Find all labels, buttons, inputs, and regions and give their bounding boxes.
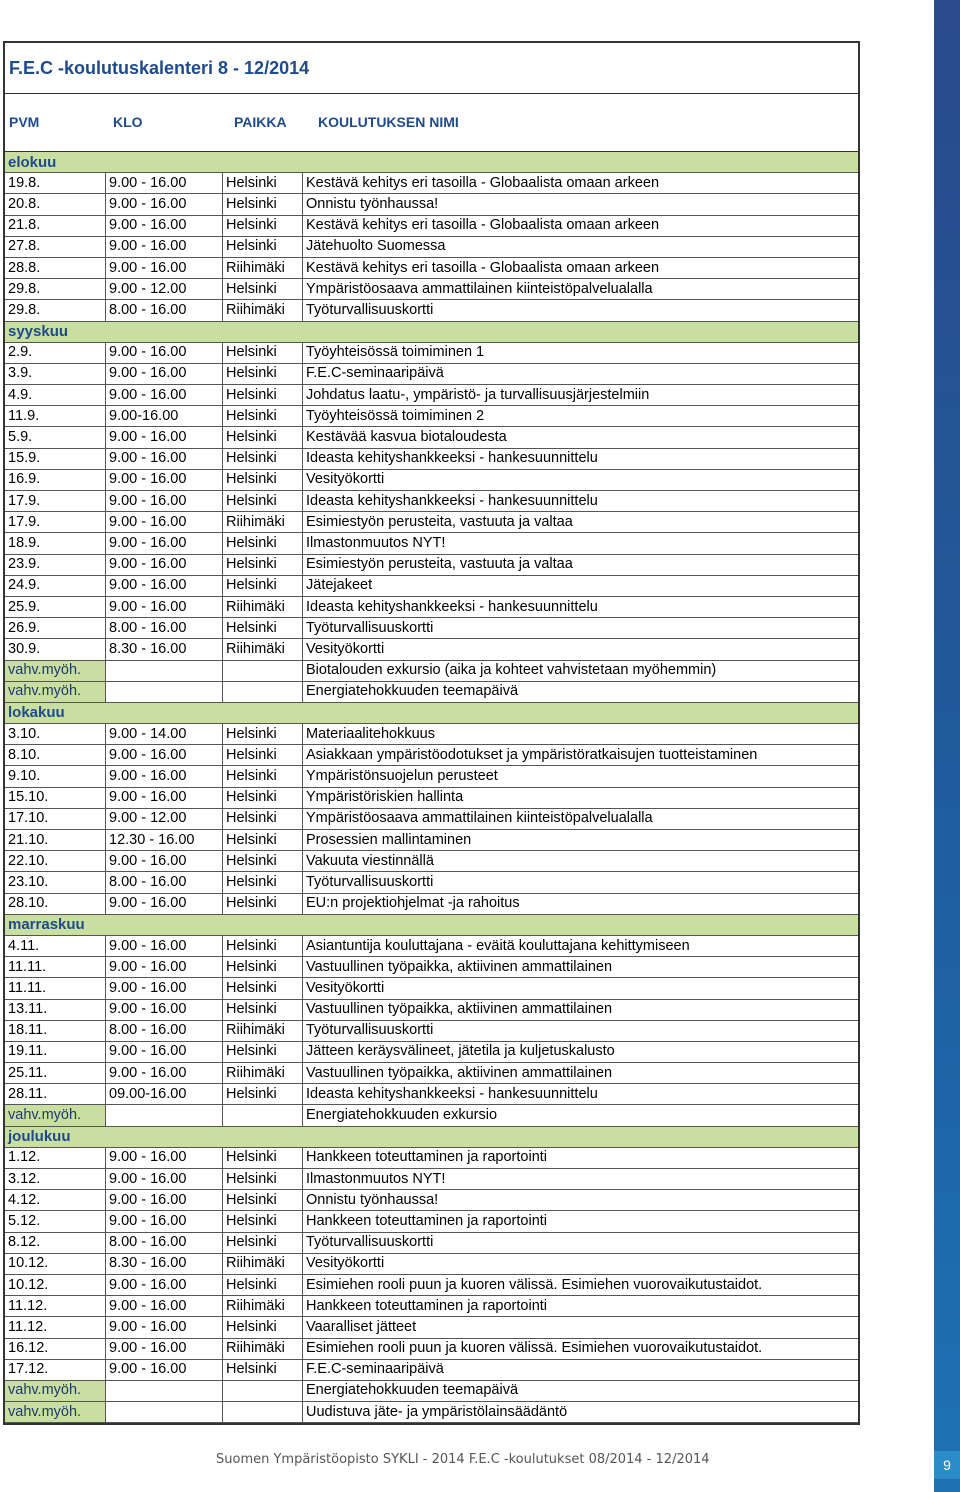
location-cell: Helsinki <box>223 194 303 215</box>
table-row <box>5 1380 858 1401</box>
date-cell: 17.9. <box>5 491 106 512</box>
date-cell: 5.12. <box>5 1211 106 1232</box>
date-cell: 15.10. <box>5 787 106 808</box>
date-cell: 21.8. <box>5 215 106 236</box>
time-cell: 9.00 - 16.00 <box>106 363 223 384</box>
table-row <box>5 1190 858 1211</box>
location-cell: Helsinki <box>223 448 303 469</box>
date-cell: 28.10. <box>5 893 106 914</box>
table-row <box>5 533 858 554</box>
time-cell: 9.00 - 16.00 <box>106 957 223 978</box>
table-row <box>5 236 858 257</box>
time-cell <box>106 660 223 681</box>
time-cell <box>106 681 223 702</box>
time-cell: 9.00 - 16.00 <box>106 787 223 808</box>
time-cell: 8.30 - 16.00 <box>106 639 223 660</box>
course-name-cell: Asiantuntija kouluttajana - eväitä kouluttajana kehittymiseen <box>303 935 859 956</box>
time-cell: 9.00 - 16.00 <box>106 1063 223 1084</box>
table-row <box>5 1211 858 1232</box>
course-name-cell: Esimiestyön perusteita, vastuuta ja valtaa <box>303 554 859 575</box>
time-cell: 9.00 - 16.00 <box>106 1169 223 1190</box>
date-cell: vahv.myöh. <box>5 681 106 702</box>
time-cell: 09.00-16.00 <box>106 1084 223 1105</box>
location-cell: Helsinki <box>223 851 303 872</box>
time-cell: 9.00 - 16.00 <box>106 448 223 469</box>
location-cell: Helsinki <box>223 957 303 978</box>
course-name-cell: Materiaalitehokkuus <box>303 724 859 745</box>
time-cell: 9.00 - 16.00 <box>106 745 223 766</box>
location-cell: Helsinki <box>223 1274 303 1295</box>
location-cell: Helsinki <box>223 1359 303 1380</box>
location-cell <box>223 660 303 681</box>
table-row <box>5 618 858 639</box>
date-cell: 11.9. <box>5 406 106 427</box>
location-cell: Helsinki <box>223 363 303 384</box>
month-row <box>5 1126 858 1147</box>
table-row <box>5 1041 858 1062</box>
time-cell: 12.30 - 16.00 <box>106 830 223 851</box>
table-row <box>5 872 858 893</box>
course-name-cell: F.E.C-seminaaripäivä <box>303 363 859 384</box>
time-cell: 9.00-16.00 <box>106 406 223 427</box>
time-cell: 9.00 - 16.00 <box>106 469 223 490</box>
table-row <box>5 1402 858 1423</box>
location-cell: Helsinki <box>223 575 303 596</box>
course-name-cell: Esimiestyön perusteita, vastuuta ja valtaa <box>303 512 859 533</box>
table-row <box>5 766 858 787</box>
table-row <box>5 596 858 617</box>
table-row <box>5 173 858 194</box>
date-cell: 16.12. <box>5 1338 106 1359</box>
side-color-bar <box>934 0 960 1492</box>
time-cell: 9.00 - 12.00 <box>106 279 223 300</box>
time-cell: 9.00 - 16.00 <box>106 512 223 533</box>
table-row <box>5 745 858 766</box>
location-cell: Helsinki <box>223 724 303 745</box>
table-row <box>5 851 858 872</box>
time-cell: 9.00 - 16.00 <box>106 1190 223 1211</box>
table-row <box>5 1169 858 1190</box>
course-name-cell: Ideasta kehityshankkeeksi - hankesuunnittelu <box>303 596 859 617</box>
course-name-cell: Vesityökortti <box>303 978 859 999</box>
date-cell: 3.10. <box>5 724 106 745</box>
course-name-cell: Asiakkaan ympäristöodotukset ja ympäristöratkaisujen tuotteistaminen <box>303 745 859 766</box>
date-cell: 10.12. <box>5 1274 106 1295</box>
date-cell: 13.11. <box>5 999 106 1020</box>
date-cell: 9.10. <box>5 766 106 787</box>
page-number: 9 <box>934 1451 960 1479</box>
date-cell: 25.9. <box>5 596 106 617</box>
location-cell: Helsinki <box>223 469 303 490</box>
table-row <box>5 448 858 469</box>
date-cell: 3.9. <box>5 363 106 384</box>
location-cell: Helsinki <box>223 787 303 808</box>
date-cell: 10.12. <box>5 1253 106 1274</box>
location-cell: Helsinki <box>223 978 303 999</box>
table-row <box>5 1338 858 1359</box>
course-name-cell: Jätejakeet <box>303 575 859 596</box>
date-cell: 21.10. <box>5 830 106 851</box>
table-row <box>5 1296 858 1317</box>
date-cell: 8.10. <box>5 745 106 766</box>
course-name-cell: Hankkeen toteuttaminen ja raportointi <box>303 1147 859 1168</box>
date-cell: vahv.myöh. <box>5 1105 106 1126</box>
course-name-cell: EU:n projektiohjelmat -ja rahoitus <box>303 893 859 914</box>
time-cell: 8.00 - 16.00 <box>106 618 223 639</box>
month-row <box>5 702 858 723</box>
location-cell: Helsinki <box>223 406 303 427</box>
table-row <box>5 660 858 681</box>
location-cell: Riihimäki <box>223 1253 303 1274</box>
table-row <box>5 1105 858 1126</box>
table-row <box>5 1253 858 1274</box>
location-cell: Helsinki <box>223 1232 303 1253</box>
table-row <box>5 935 858 956</box>
time-cell: 9.00 - 16.00 <box>106 851 223 872</box>
date-cell: 17.9. <box>5 512 106 533</box>
course-name-cell: Työyhteisössä toimiminen 2 <box>303 406 859 427</box>
header-date: PVM <box>9 114 40 130</box>
month-label: marraskuu <box>5 914 858 935</box>
time-cell <box>106 1105 223 1126</box>
course-name-cell: Työturvallisuuskortti <box>303 300 859 321</box>
time-cell: 9.00 - 16.00 <box>106 1041 223 1062</box>
date-cell: 1.12. <box>5 1147 106 1168</box>
time-cell: 9.00 - 16.00 <box>106 893 223 914</box>
course-name-cell: Hankkeen toteuttaminen ja raportointi <box>303 1211 859 1232</box>
table-row <box>5 491 858 512</box>
page-footer: Suomen Ympäristöopisto SYKLI - 2014 F.E.C -koulutukset 08/2014 - 12/2014 <box>216 1452 710 1467</box>
course-name-cell: Ideasta kehityshankkeeksi - hankesuunnittelu <box>303 1084 859 1105</box>
course-name-cell: Esimiehen rooli puun ja kuoren välissä. Esimiehen vuorovaikutustaidot. <box>303 1338 859 1359</box>
table-row <box>5 257 858 278</box>
date-cell: vahv.myöh. <box>5 1402 106 1423</box>
date-cell: 17.12. <box>5 1359 106 1380</box>
course-name-cell: Esimiehen rooli puun ja kuoren välissä. Esimiehen vuorovaikutustaidot. <box>303 1274 859 1295</box>
course-name-cell: Työturvallisuuskortti <box>303 618 859 639</box>
course-name-cell: Ideasta kehityshankkeeksi - hankesuunnittelu <box>303 491 859 512</box>
time-cell: 9.00 - 16.00 <box>106 554 223 575</box>
location-cell: Helsinki <box>223 1169 303 1190</box>
date-cell: 11.12. <box>5 1296 106 1317</box>
date-cell: 26.9. <box>5 618 106 639</box>
table-row <box>5 194 858 215</box>
course-name-cell: Vaaralliset jätteet <box>303 1317 859 1338</box>
time-cell: 8.30 - 16.00 <box>106 1253 223 1274</box>
month-label: lokakuu <box>5 702 858 723</box>
date-cell: 11.11. <box>5 978 106 999</box>
table-row <box>5 787 858 808</box>
time-cell: 9.00 - 12.00 <box>106 808 223 829</box>
time-cell: 9.00 - 16.00 <box>106 575 223 596</box>
course-name-cell: Työturvallisuuskortti <box>303 872 859 893</box>
location-cell: Riihimäki <box>223 257 303 278</box>
course-name-cell: Kestävä kehitys eri tasoilla - Globaalista omaan arkeen <box>303 215 859 236</box>
date-cell: 20.8. <box>5 194 106 215</box>
time-cell: 9.00 - 16.00 <box>106 596 223 617</box>
course-name-cell: Ilmastonmuutos NYT! <box>303 533 859 554</box>
time-cell: 8.00 - 16.00 <box>106 872 223 893</box>
date-cell: 23.9. <box>5 554 106 575</box>
course-name-cell: Työyhteisössä toimiminen 1 <box>303 342 859 363</box>
table-row <box>5 512 858 533</box>
table-row <box>5 639 858 660</box>
table-row <box>5 385 858 406</box>
location-cell: Riihimäki <box>223 1296 303 1317</box>
location-cell: Helsinki <box>223 427 303 448</box>
time-cell: 9.00 - 16.00 <box>106 173 223 194</box>
table-row <box>5 363 858 384</box>
location-cell: Helsinki <box>223 342 303 363</box>
table-row <box>5 978 858 999</box>
table-row <box>5 808 858 829</box>
table-row <box>5 893 858 914</box>
date-cell: 15.9. <box>5 448 106 469</box>
course-name-cell: Kestävä kehitys eri tasoilla - Globaalista omaan arkeen <box>303 257 859 278</box>
location-cell: Riihimäki <box>223 1338 303 1359</box>
location-cell: Riihimäki <box>223 300 303 321</box>
header-location: PAIKKA <box>234 114 287 130</box>
date-cell: 2.9. <box>5 342 106 363</box>
header-course-name: KOULUTUKSEN NIMI <box>318 114 459 130</box>
course-name-cell: Vakuuta viestinnällä <box>303 851 859 872</box>
date-cell: 4.11. <box>5 935 106 956</box>
location-cell: Helsinki <box>223 215 303 236</box>
location-cell: Helsinki <box>223 935 303 956</box>
table-row <box>5 830 858 851</box>
date-cell: 19.11. <box>5 1041 106 1062</box>
table-row <box>5 1063 858 1084</box>
table-row <box>5 215 858 236</box>
course-name-cell: Työturvallisuuskortti <box>303 1020 859 1041</box>
date-cell: 29.8. <box>5 279 106 300</box>
location-cell: Helsinki <box>223 554 303 575</box>
month-row <box>5 914 858 935</box>
time-cell: 9.00 - 16.00 <box>106 1211 223 1232</box>
location-cell: Helsinki <box>223 745 303 766</box>
course-name-cell: Hankkeen toteuttaminen ja raportointi <box>303 1296 859 1317</box>
location-cell: Riihimäki <box>223 639 303 660</box>
time-cell: 9.00 - 16.00 <box>106 1147 223 1168</box>
location-cell: Riihimäki <box>223 512 303 533</box>
time-cell: 9.00 - 16.00 <box>106 385 223 406</box>
location-cell: Helsinki <box>223 173 303 194</box>
table-row <box>5 681 858 702</box>
location-cell: Riihimäki <box>223 1063 303 1084</box>
location-cell <box>223 1105 303 1126</box>
month-label: syyskuu <box>5 321 858 342</box>
date-cell: 19.8. <box>5 173 106 194</box>
location-cell: Helsinki <box>223 491 303 512</box>
course-name-cell: Ympäristönsuojelun perusteet <box>303 766 859 787</box>
course-name-cell: Ideasta kehityshankkeeksi - hankesuunnittelu <box>303 448 859 469</box>
course-name-cell: Energiatehokkuuden teemapäivä <box>303 1380 859 1401</box>
course-name-cell: Ympäristöosaava ammattilainen kiinteistöpalvelualalla <box>303 808 859 829</box>
course-name-cell: Energiatehokkuuden exkursio <box>303 1105 859 1126</box>
table-row <box>5 1084 858 1105</box>
date-cell: 23.10. <box>5 872 106 893</box>
table-row <box>5 724 858 745</box>
location-cell: Riihimäki <box>223 596 303 617</box>
date-cell: 8.12. <box>5 1232 106 1253</box>
date-cell: 18.11. <box>5 1020 106 1041</box>
table-row <box>5 1020 858 1041</box>
location-cell <box>223 681 303 702</box>
table-row <box>5 999 858 1020</box>
location-cell: Helsinki <box>223 1211 303 1232</box>
course-name-cell: Vastuullinen työpaikka, aktiivinen ammattilainen <box>303 957 859 978</box>
time-cell: 9.00 - 16.00 <box>106 342 223 363</box>
table-row <box>5 957 858 978</box>
date-cell: 28.8. <box>5 257 106 278</box>
location-cell: Helsinki <box>223 618 303 639</box>
course-name-cell: Prosessien mallintaminen <box>303 830 859 851</box>
location-cell: Helsinki <box>223 1084 303 1105</box>
time-cell: 9.00 - 16.00 <box>106 1274 223 1295</box>
date-cell: 16.9. <box>5 469 106 490</box>
time-cell: 9.00 - 16.00 <box>106 766 223 787</box>
table-row <box>5 300 858 321</box>
time-cell: 9.00 - 16.00 <box>106 533 223 554</box>
date-cell: 4.12. <box>5 1190 106 1211</box>
location-cell: Helsinki <box>223 1317 303 1338</box>
course-name-cell: Vastuullinen työpaikka, aktiivinen ammattilainen <box>303 1063 859 1084</box>
course-name-cell: Ympäristöosaava ammattilainen kiinteistöpalvelualalla <box>303 279 859 300</box>
table-row <box>5 279 858 300</box>
location-cell: Helsinki <box>223 279 303 300</box>
time-cell: 9.00 - 16.00 <box>106 1296 223 1317</box>
time-cell: 9.00 - 16.00 <box>106 1338 223 1359</box>
location-cell: Helsinki <box>223 766 303 787</box>
date-cell: 17.10. <box>5 808 106 829</box>
time-cell: 9.00 - 16.00 <box>106 999 223 1020</box>
course-name-cell: Johdatus laatu-, ympäristö- ja turvallisuusjärjestelmiin <box>303 385 859 406</box>
time-cell <box>106 1402 223 1423</box>
table-row <box>5 342 858 363</box>
location-cell: Helsinki <box>223 830 303 851</box>
time-cell: 9.00 - 16.00 <box>106 427 223 448</box>
table-row <box>5 427 858 448</box>
course-name-cell: Työturvallisuuskortti <box>303 1232 859 1253</box>
course-name-cell: Jätteen keräysvälineet, jätetila ja kuljetuskalusto <box>303 1041 859 1062</box>
date-cell: 29.8. <box>5 300 106 321</box>
course-name-cell: Jätehuolto Suomessa <box>303 236 859 257</box>
time-cell: 8.00 - 16.00 <box>106 1020 223 1041</box>
time-cell <box>106 1380 223 1401</box>
table-row <box>5 1359 858 1380</box>
calendar-table <box>3 41 860 1425</box>
course-name-cell: Ilmastonmuutos NYT! <box>303 1169 859 1190</box>
time-cell: 9.00 - 16.00 <box>106 257 223 278</box>
date-cell: 11.12. <box>5 1317 106 1338</box>
location-cell: Helsinki <box>223 1041 303 1062</box>
course-name-cell: Ympäristöriskien hallinta <box>303 787 859 808</box>
course-name-cell: Vesityökortti <box>303 639 859 660</box>
time-cell: 9.00 - 16.00 <box>106 935 223 956</box>
date-cell: 18.9. <box>5 533 106 554</box>
location-cell: Helsinki <box>223 893 303 914</box>
table-row <box>5 575 858 596</box>
course-name-cell: Biotalouden exkursio (aika ja kohteet vahvistetaan myöhemmin) <box>303 660 859 681</box>
date-cell: 22.10. <box>5 851 106 872</box>
date-cell: vahv.myöh. <box>5 660 106 681</box>
course-name-cell: Kestävää kasvua biotaloudesta <box>303 427 859 448</box>
location-cell: Riihimäki <box>223 1020 303 1041</box>
header-time: KLO <box>113 114 143 130</box>
date-cell: 5.9. <box>5 427 106 448</box>
date-cell: 28.11. <box>5 1084 106 1105</box>
table-row <box>5 1147 858 1168</box>
course-name-cell: Uudistuva jäte- ja ympäristölainsäädäntö <box>303 1402 859 1423</box>
time-cell: 9.00 - 16.00 <box>106 978 223 999</box>
location-cell: Helsinki <box>223 999 303 1020</box>
table-row <box>5 469 858 490</box>
time-cell: 9.00 - 16.00 <box>106 1317 223 1338</box>
time-cell: 9.00 - 16.00 <box>106 491 223 512</box>
location-cell: Helsinki <box>223 1190 303 1211</box>
date-cell: 30.9. <box>5 639 106 660</box>
page-title: F.E.C -koulutuskalenteri 8 - 12/2014 <box>9 58 310 78</box>
course-name-cell: Energiatehokkuuden teemapäivä <box>303 681 859 702</box>
time-cell: 9.00 - 14.00 <box>106 724 223 745</box>
time-cell: 9.00 - 16.00 <box>106 194 223 215</box>
date-cell: 3.12. <box>5 1169 106 1190</box>
course-name-cell: F.E.C-seminaaripäivä <box>303 1359 859 1380</box>
column-headers <box>5 94 858 152</box>
time-cell: 8.00 - 16.00 <box>106 300 223 321</box>
month-label: joulukuu <box>5 1126 858 1147</box>
time-cell: 8.00 - 16.00 <box>106 1232 223 1253</box>
table-row <box>5 1232 858 1253</box>
month-label: elokuu <box>5 152 858 173</box>
course-name-cell: Vesityökortti <box>303 1253 859 1274</box>
course-name-cell: Onnistu työnhaussa! <box>303 194 859 215</box>
time-cell: 9.00 - 16.00 <box>106 215 223 236</box>
date-cell: 4.9. <box>5 385 106 406</box>
date-cell: 27.8. <box>5 236 106 257</box>
location-cell: Helsinki <box>223 808 303 829</box>
month-row <box>5 152 858 173</box>
date-cell: 24.9. <box>5 575 106 596</box>
table-row <box>5 554 858 575</box>
course-name-cell: Vastuullinen työpaikka, aktiivinen ammattilainen <box>303 999 859 1020</box>
title-row <box>5 43 858 94</box>
course-name-cell: Onnistu työnhaussa! <box>303 1190 859 1211</box>
time-cell: 9.00 - 16.00 <box>106 1359 223 1380</box>
table-row <box>5 1317 858 1338</box>
time-cell: 9.00 - 16.00 <box>106 236 223 257</box>
date-cell: 11.11. <box>5 957 106 978</box>
course-name-cell: Kestävä kehitys eri tasoilla - Globaalista omaan arkeen <box>303 173 859 194</box>
month-row <box>5 321 858 342</box>
table-row <box>5 1274 858 1295</box>
date-cell: 25.11. <box>5 1063 106 1084</box>
course-rows <box>5 152 858 1423</box>
table-row <box>5 406 858 427</box>
location-cell <box>223 1380 303 1401</box>
location-cell: Helsinki <box>223 872 303 893</box>
location-cell: Helsinki <box>223 533 303 554</box>
location-cell <box>223 1402 303 1423</box>
date-cell: vahv.myöh. <box>5 1380 106 1401</box>
course-name-cell: Vesityökortti <box>303 469 859 490</box>
location-cell: Helsinki <box>223 385 303 406</box>
location-cell: Helsinki <box>223 1147 303 1168</box>
location-cell: Helsinki <box>223 236 303 257</box>
